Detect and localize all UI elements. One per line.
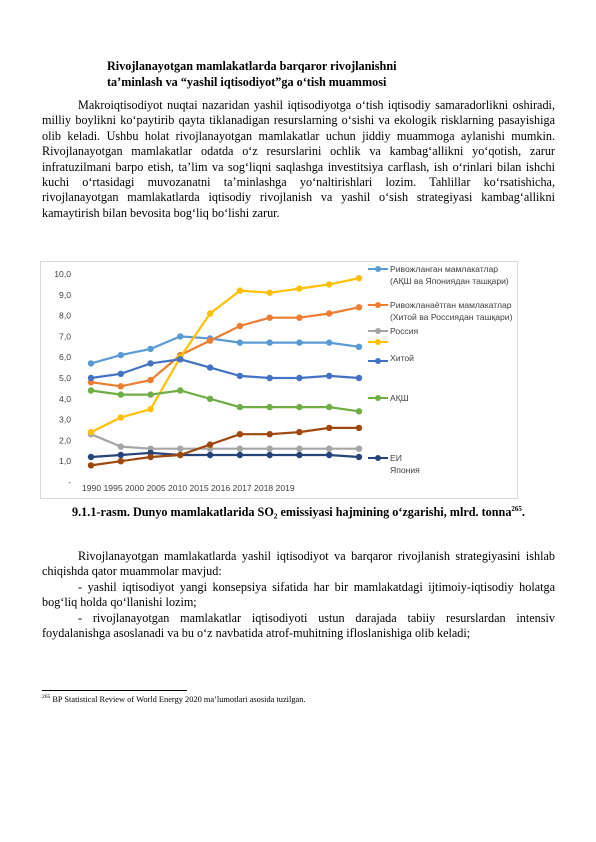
data-point-4-7 <box>296 375 302 381</box>
data-point-2-6 <box>267 446 273 452</box>
problem-item-2: - rivojlanayotgan mamlakatlar iqtisodiyoti ustun darajada tabiiy resurslardan intensiv foydalanishga asoslanadi va bu o‘z navbatida atrof-muhitning ifloslanishiga olib keladi; <box>42 611 555 641</box>
data-point-0-8 <box>326 339 332 345</box>
data-point-1-2 <box>147 377 153 383</box>
data-point-7-3 <box>177 452 183 458</box>
y-tick-label: 3,0 <box>59 414 71 425</box>
data-point-1-9 <box>356 304 362 310</box>
y-tick-label: 4,0 <box>59 393 71 404</box>
data-point-5-9 <box>356 408 362 414</box>
heading-line-2: ta’minlash va “yashil iqtisodiyot”ga o‘tish muammosi <box>107 75 387 89</box>
y-tick-label: 6,0 <box>59 352 71 363</box>
problem-item-1: - yashil iqtisodiyot yangi konsepsiya sifatida har bir mamlakatdagi ijtimoiy-iqtisodiy holatga bog‘liq holda qo‘llanishi lozim; <box>42 580 555 610</box>
data-point-1-6 <box>267 315 273 321</box>
data-point-0-1 <box>118 352 124 358</box>
data-point-7-0 <box>88 462 94 468</box>
y-tick-label: 7,0 <box>59 331 71 342</box>
legend-label: Россия <box>390 326 419 336</box>
data-point-4-0 <box>88 375 94 381</box>
x-axis-labels: 1990 1995 2000 2005 2010 2015 2016 2017 2018 2019 <box>82 483 295 493</box>
data-point-4-4 <box>207 364 213 370</box>
data-point-7-8 <box>326 425 332 431</box>
data-point-5-1 <box>118 391 124 397</box>
data-point-3-0 <box>88 429 94 435</box>
data-point-5-5 <box>237 404 243 410</box>
data-point-5-8 <box>326 404 332 410</box>
data-point-5-2 <box>147 391 153 397</box>
series-line-4 <box>91 359 359 378</box>
data-point-5-0 <box>88 387 94 393</box>
y-tick-label: 1,0 <box>59 456 71 467</box>
data-point-2-3 <box>177 446 183 452</box>
legend-marker <box>368 360 388 362</box>
figure-caption <box>42 502 555 520</box>
data-point-6-4 <box>207 452 213 458</box>
y-tick-label: - <box>68 477 71 487</box>
y-tick-label: 10,0 <box>54 269 71 279</box>
data-point-3-2 <box>147 406 153 412</box>
emissions-chart <box>40 261 518 499</box>
legend-label: Ривожланаётган мамлакатлар (Хитой ва Россиядан ташқари) <box>390 300 513 322</box>
data-point-0-0 <box>88 360 94 366</box>
data-point-4-2 <box>147 360 153 366</box>
caption-end: . <box>521 505 525 520</box>
data-point-1-8 <box>326 310 332 316</box>
data-point-7-4 <box>207 441 213 447</box>
caption-text: 9.1.1-rasm. Dunyo mamlakatlarida SO₂ emissiyasi hajmining o‘zgarishi, mlrd. tonna <box>72 505 512 520</box>
data-point-1-4 <box>207 337 213 343</box>
data-point-2-8 <box>326 446 332 452</box>
data-point-2-9 <box>356 446 362 452</box>
data-point-7-9 <box>356 425 362 431</box>
data-point-3-4 <box>207 310 213 316</box>
series-line-3 <box>91 278 359 432</box>
series-line-5 <box>91 391 359 412</box>
data-point-4-6 <box>267 375 273 381</box>
legend-marker <box>368 397 388 399</box>
legend-marker <box>368 330 388 332</box>
data-point-7-6 <box>267 431 273 437</box>
y-tick-label: 5,0 <box>59 373 71 383</box>
series-line-6 <box>91 453 359 457</box>
data-point-6-8 <box>326 452 332 458</box>
data-point-7-7 <box>296 429 302 435</box>
data-point-5-3 <box>177 387 183 393</box>
data-point-3-9 <box>356 275 362 281</box>
legend-marker <box>368 457 388 459</box>
y-tick-label: 9,0 <box>59 289 71 300</box>
data-point-1-5 <box>237 323 243 329</box>
data-point-1-1 <box>118 383 124 389</box>
data-point-3-8 <box>326 281 332 287</box>
legend-marker <box>368 268 388 270</box>
data-point-6-6 <box>267 452 273 458</box>
data-point-0-2 <box>147 346 153 352</box>
data-point-2-5 <box>237 446 243 452</box>
data-point-0-6 <box>267 339 273 345</box>
problems-intro-paragraph: Rivojlanayotgan mamlakatlarda yashil iqtisodiyot va barqaror rivojlanish strategiyasini ishlab chiqishda qator muammolar mavjud: <box>42 549 555 579</box>
data-point-4-9 <box>356 375 362 381</box>
data-point-3-7 <box>296 285 302 291</box>
data-point-3-5 <box>237 287 243 293</box>
series-line-2 <box>91 434 359 449</box>
section-heading <box>107 58 487 90</box>
legend-marker <box>368 341 388 343</box>
data-point-5-7 <box>296 404 302 410</box>
footnote <box>42 694 555 704</box>
series-line-0 <box>91 336 359 363</box>
heading-line-1: Rivojlanayotgan mamlakatlarda barqaror rivojlanishni <box>107 59 397 73</box>
data-point-6-0 <box>88 454 94 460</box>
footnote-number: 265 <box>42 694 51 700</box>
data-point-6-7 <box>296 452 302 458</box>
data-point-1-7 <box>296 315 302 321</box>
data-point-4-8 <box>326 373 332 379</box>
data-point-7-1 <box>118 458 124 464</box>
data-point-4-1 <box>118 371 124 377</box>
legend-label: АҚШ <box>390 393 409 403</box>
data-point-4-5 <box>237 373 243 379</box>
legend-label: Хитой <box>390 353 414 363</box>
data-point-5-4 <box>207 396 213 402</box>
data-point-6-5 <box>237 452 243 458</box>
data-point-0-9 <box>356 344 362 350</box>
data-point-7-2 <box>147 454 153 460</box>
intro-paragraph: Makroiqtisodiyot nuqtai nazaridan yashil iqtisodiyotga o‘tish iqtisodiy samaradorlikni oshiradi, milliy boylikni ko‘paytirib qayta tiklanadigan resurslarning o‘sishi va ekologik risklarning pasayishiga olib keladi. Ushbu holat rivojlanayotgan mamlakatlar uchun jiddiy muammoga aylanishi mumkin. Rivojlanayotgan mamlakatlar odatda o‘z resurslarini ochlik va kambag‘allikni yo‘qotish, zarur infratuzilmani barpo etish, ta’lim va sog‘liqni saqlashga investitsiya carflash, ish o‘rinlari bilan ishchi kuchi o‘rtasidagi muvozanatni ta’minlashga yo‘naltirishlari lozim. Tahlillar ko‘rsatishicha, rivojlanayotgan mamlakatlarda iqtisodiy rivojlanish va yashil o‘sish strategiyasi kambag‘allikni kamaytirish bilan bevosita bog‘liq bo‘lishi zarur. <box>42 98 555 220</box>
data-point-0-5 <box>237 339 243 345</box>
legend-label: ЕИ <box>390 453 402 463</box>
caption-footnote-ref: 265 <box>511 505 522 513</box>
data-point-7-5 <box>237 431 243 437</box>
footnote-divider <box>42 690 187 691</box>
data-point-0-3 <box>177 333 183 339</box>
data-point-4-3 <box>177 356 183 362</box>
data-point-6-1 <box>118 452 124 458</box>
data-point-2-7 <box>296 446 302 452</box>
data-point-3-6 <box>267 290 273 296</box>
y-tick-label: 8,0 <box>59 310 71 321</box>
legend-marker <box>368 304 388 306</box>
data-point-0-7 <box>296 339 302 345</box>
data-point-3-1 <box>118 414 124 420</box>
data-point-5-6 <box>267 404 273 410</box>
y-tick-label: 2,0 <box>59 435 71 446</box>
series-line-1 <box>91 307 359 386</box>
legend-label: Ривожланган мамлакатлар (АҚШ ва Япониядан ташқари) <box>390 264 509 286</box>
legend-label: Япония <box>390 465 420 475</box>
data-point-2-1 <box>118 443 124 449</box>
footnote-text: BP Statistical Review of World Energy 2020 ma’lumotlari asosida tuzilgan. <box>50 694 306 704</box>
data-point-6-9 <box>356 454 362 460</box>
chart-legend <box>368 262 518 498</box>
